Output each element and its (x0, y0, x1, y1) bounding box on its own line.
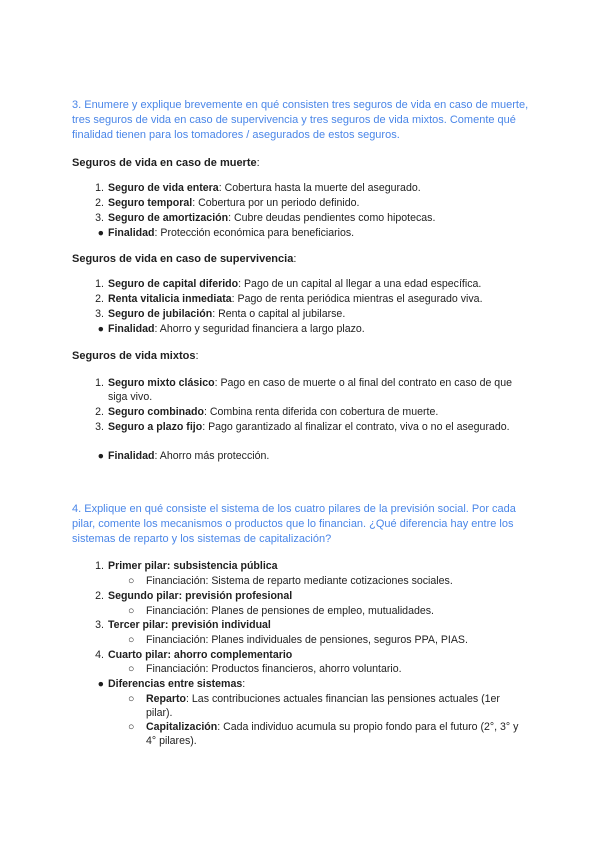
question-3: 3. Enumere y explique brevemente en qué consisten tres seguros de vida en caso de muerte, tres seguros de vida en caso de supervivencia y tres seguros de vida mixtos. Comente qué finalidad tienen para los tomadores / asegurados de estos seguros. (72, 99, 529, 141)
pillar-financing: ○ Financiación: Planes de pensiones de empleo, mutualidades. (128, 605, 434, 617)
pillar-item: 2. Segundo pilar: previsión profesional (95, 590, 293, 602)
pillar-item: 4. Cuarto pilar: ahorro complementario (95, 649, 293, 661)
section-heading-survival: Seguros de vida en caso de supervivencia: (72, 253, 297, 265)
list-item: ● Finalidad: Ahorro más protección. (97, 450, 270, 462)
list-item: ● Finalidad: Ahorro y seguridad financiera a largo plazo. (97, 323, 365, 335)
difference-item: ○ Reparto: Las contribuciones actuales financian las pensiones actuales (1er pilar). (128, 693, 500, 720)
differences-heading: ● Diferencias entre sistemas: (97, 678, 246, 690)
list-item: 1. Seguro mixto clásico: Pago en caso de muerte o al final del contrato en caso de que siga vivo. (95, 377, 512, 404)
list-item: 3. Seguro de jubilación: Renta o capital al jubilarse. (95, 308, 346, 320)
question-4: 4. Explique en qué consiste el sistema de los cuatro pilares de la previsión social. Por cada pilar, comente los mecanismos o productos que lo financian. ¿Qué diferencia hay entre los sistemas de reparto y los sistemas de capitalización? (72, 503, 516, 545)
list-item: 2. Renta vitalicia inmediata: Pago de renta periódica mientras el asegurado viva. (95, 293, 483, 305)
list-item: 1. Seguro de vida entera: Cobertura hasta la muerte del asegurado. (95, 182, 421, 194)
pillar-item: 1. Primer pilar: subsistencia pública (95, 560, 278, 572)
list-item: 3. Seguro de amortización: Cubre deudas pendientes como hipotecas. (95, 212, 436, 224)
section-heading-death: Seguros de vida en caso de muerte: (72, 157, 260, 169)
section-heading-mixed: Seguros de vida mixtos: (72, 350, 199, 362)
pillar-financing: ○ Financiación: Planes individuales de pensiones, seguros PPA, PIAS. (128, 634, 468, 646)
list-item: 1. Seguro de capital diferido: Pago de un capital al llegar a una edad específica. (95, 278, 482, 290)
list-item: ● Finalidad: Protección económica para beneficiarios. (97, 227, 355, 239)
pillar-financing: ○ Financiación: Productos financieros, ahorro voluntario. (128, 663, 402, 675)
list-item: 3. Seguro a plazo fijo: Pago garantizado al finalizar el contrato, viva o no el asegurado. (95, 421, 510, 433)
pillar-financing: ○ Financiación: Sistema de reparto mediante cotizaciones sociales. (128, 575, 453, 587)
pillar-item: 3. Tercer pilar: previsión individual (95, 619, 271, 631)
list-item: 2. Seguro temporal: Cobertura por un periodo definido. (95, 197, 360, 209)
difference-item: ○ Capitalización: Cada individuo acumula su propio fondo para el futuro (2°, 3° y 4° pilares). (128, 721, 519, 748)
list-item: 2. Seguro combinado: Combina renta diferida con cobertura de muerte. (95, 406, 439, 418)
